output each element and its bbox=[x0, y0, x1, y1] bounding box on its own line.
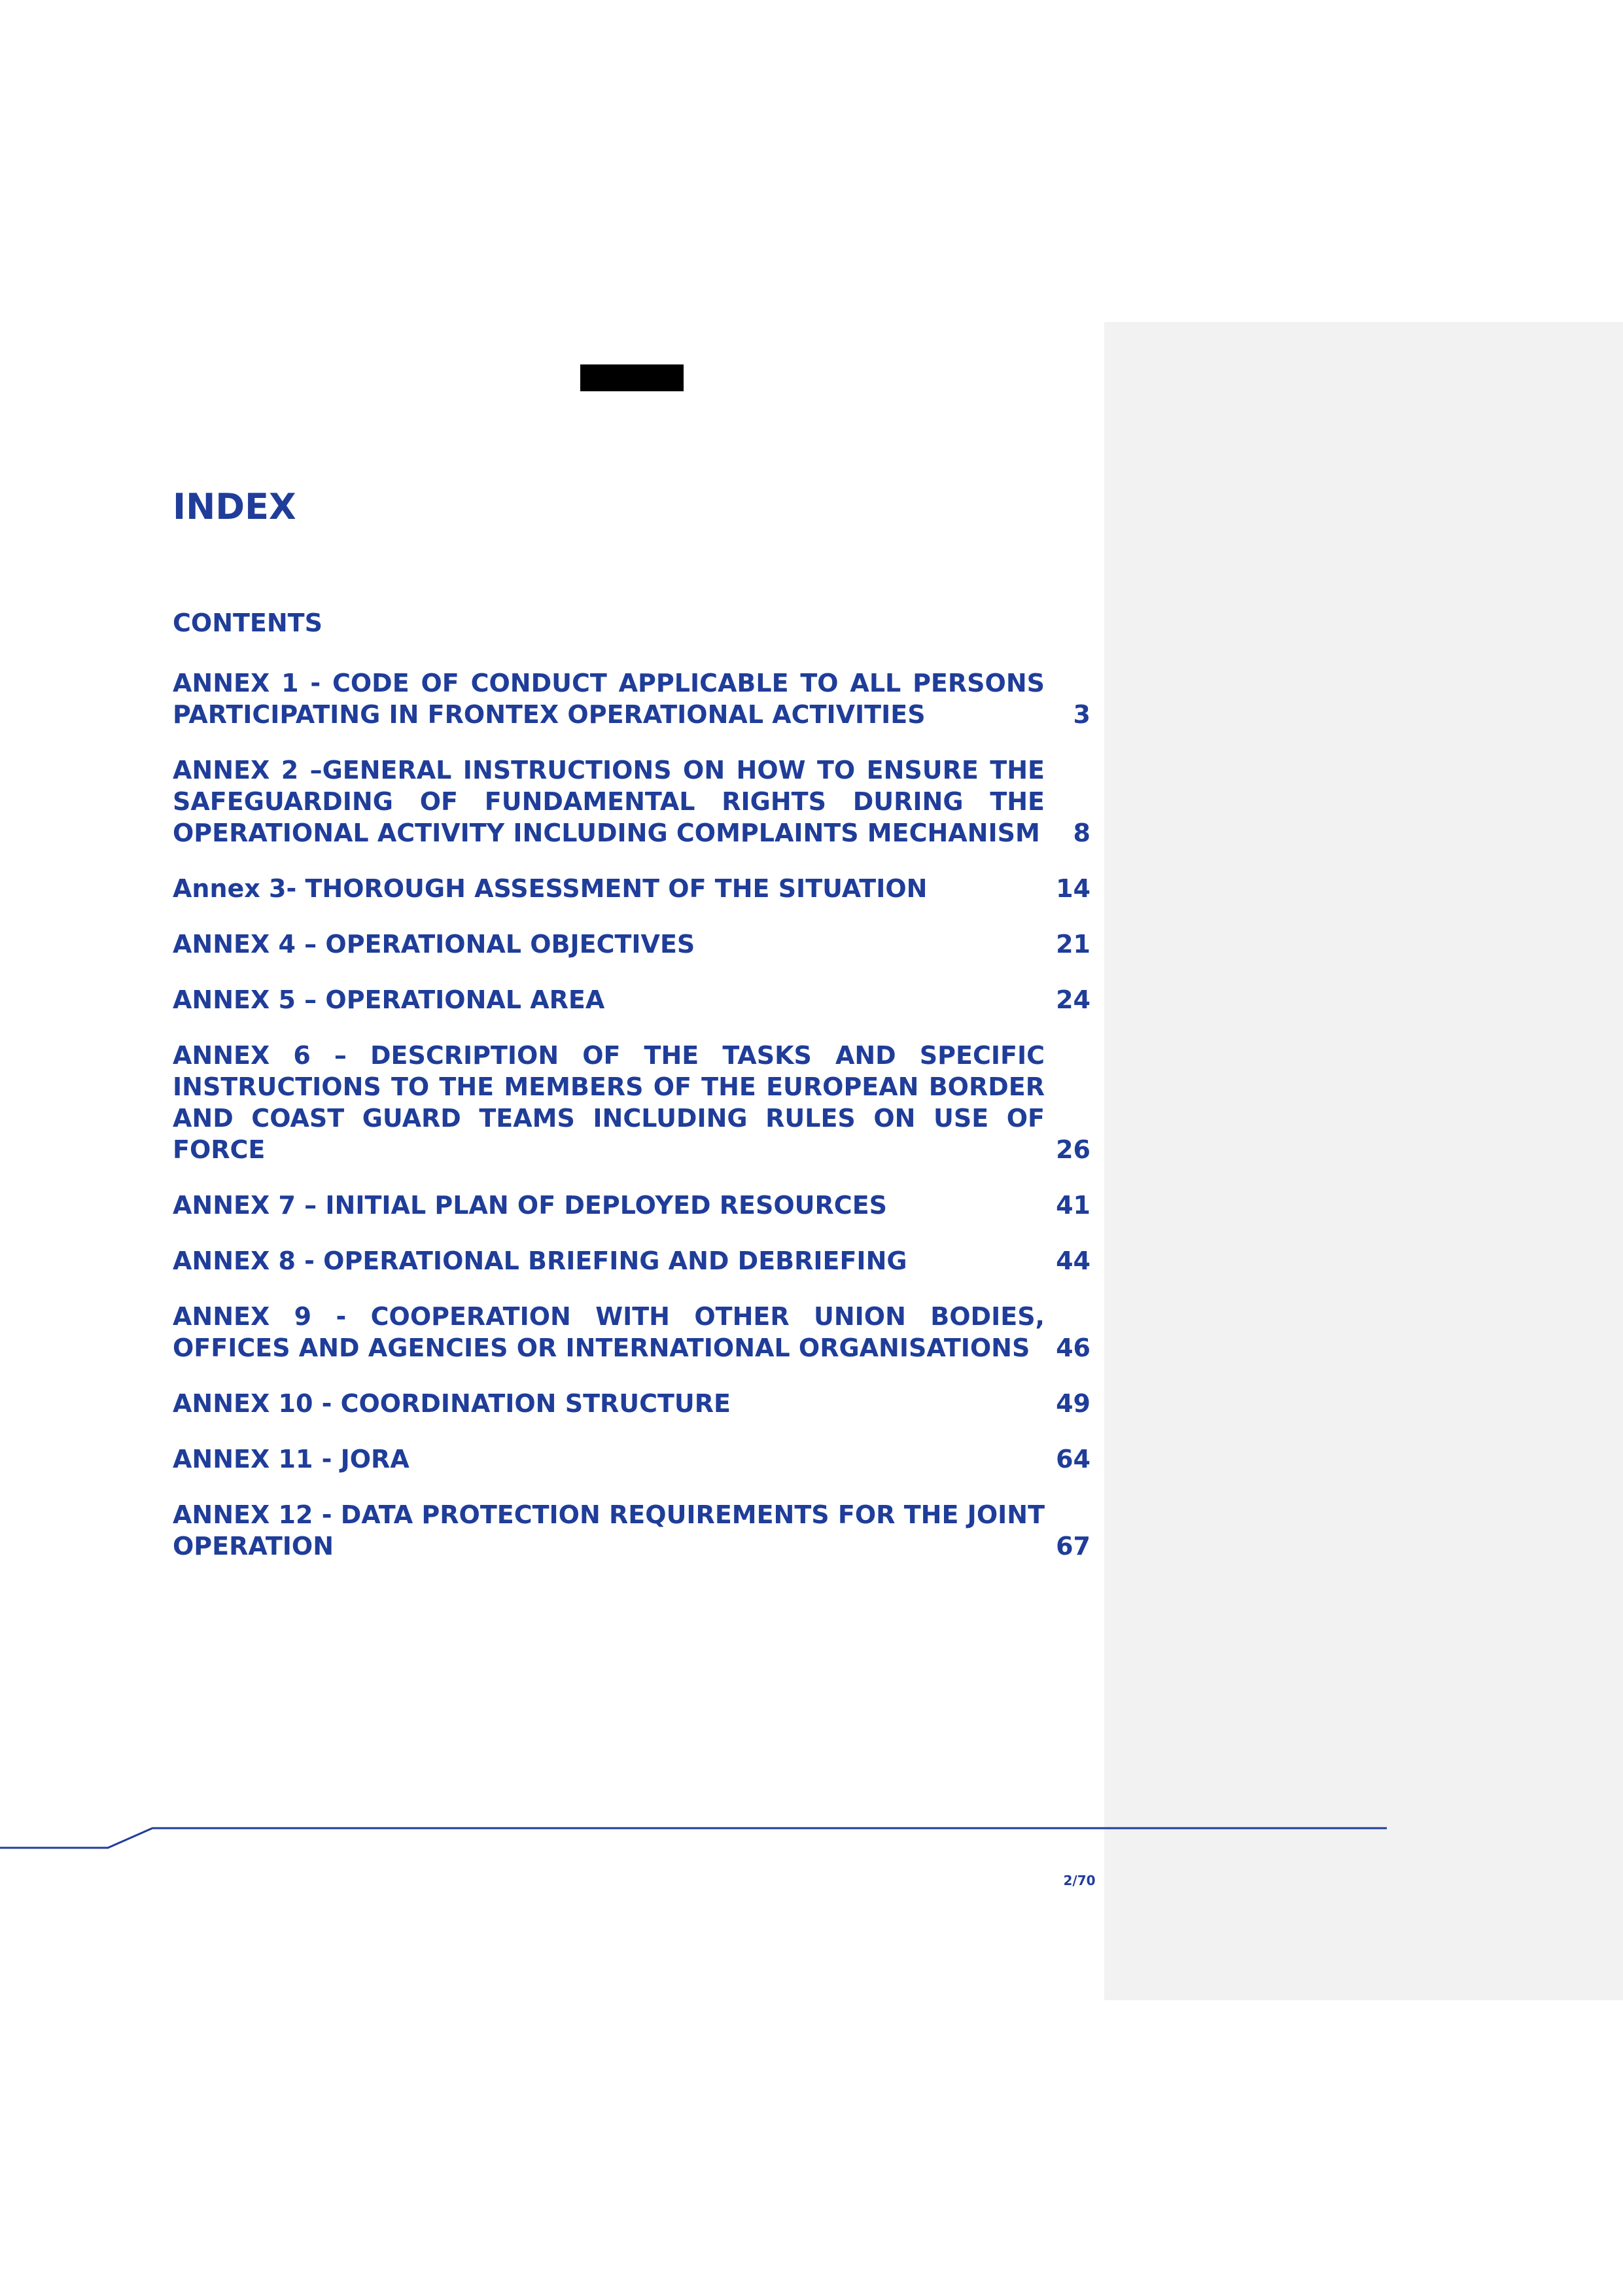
toc-entry-page: 41 bbox=[1056, 1191, 1091, 1220]
toc-entry-annex-8[interactable] bbox=[173, 1245, 1091, 1277]
contents-heading[interactable]: CONTENTS bbox=[173, 609, 323, 637]
toc-entry-annex-11[interactable] bbox=[173, 1443, 1091, 1475]
toc-entry-annex-1[interactable] bbox=[173, 667, 1091, 730]
toc-entry-annex-9[interactable] bbox=[173, 1301, 1091, 1364]
toc-entry-text: ANNEX 9 - COOPERATION WITH OTHER UNION BODIES, OFFICES AND AGENCIES OR INTERNATIONAL ORGANISATIONS bbox=[173, 1302, 1045, 1362]
toc-entry-annex-2[interactable] bbox=[173, 754, 1091, 849]
toc-entry-page: 46 bbox=[1056, 1333, 1091, 1362]
toc-entry-annex-12[interactable] bbox=[173, 1499, 1091, 1562]
toc-entry-text: ANNEX 7 – INITIAL PLAN OF DEPLOYED RESOURCES bbox=[173, 1191, 888, 1220]
table-of-contents bbox=[173, 607, 1091, 1586]
toc-entry-text: ANNEX 4 – OPERATIONAL OBJECTIVES bbox=[173, 930, 695, 959]
toc-entry-page: 26 bbox=[1056, 1135, 1091, 1164]
toc-entry-annex-3[interactable] bbox=[173, 873, 1091, 904]
toc-entry-text: ANNEX 11 - JORA bbox=[173, 1445, 410, 1474]
toc-entry-page: 8 bbox=[1073, 819, 1091, 847]
toc-entry-text: ANNEX 5 – OPERATIONAL AREA bbox=[173, 985, 605, 1014]
page-number: 2/70 bbox=[1063, 1873, 1096, 1888]
toc-entry-annex-6[interactable] bbox=[173, 1040, 1091, 1165]
toc-entry-page: 24 bbox=[1056, 985, 1091, 1014]
toc-entry-text: ANNEX 6 – DESCRIPTION OF THE TASKS AND SPECIFIC INSTRUCTIONS TO THE MEMBERS OF THE EUROPEAN BORDER AND COAST GUARD TEAMS INCLUDING RULES ON USE OF FORCE bbox=[173, 1041, 1045, 1164]
toc-entry-text: ANNEX 12 - DATA PROTECTION REQUIREMENTS FOR THE JOINT OPERATION bbox=[173, 1500, 1045, 1561]
page-title: INDEX bbox=[173, 486, 296, 527]
toc-entry-annex-4[interactable] bbox=[173, 928, 1091, 960]
toc-entry-text: Annex 3- THOROUGH ASSESSMENT OF THE SITUATION bbox=[173, 874, 928, 903]
toc-entry-annex-5[interactable] bbox=[173, 984, 1091, 1016]
toc-entry-text: ANNEX 8 - OPERATIONAL BRIEFING AND DEBRIEFING bbox=[173, 1246, 907, 1275]
footer-rule bbox=[0, 1819, 1387, 1858]
toc-entry-page: 3 bbox=[1073, 700, 1091, 729]
comment-pane bbox=[1104, 322, 1623, 2000]
toc-entry-page: 14 bbox=[1056, 874, 1091, 903]
toc-entry-page: 44 bbox=[1056, 1246, 1091, 1275]
toc-entry-text: ANNEX 10 - COORDINATION STRUCTURE bbox=[173, 1389, 731, 1418]
toc-entry-annex-10[interactable] bbox=[173, 1388, 1091, 1419]
toc-entry-annex-7[interactable] bbox=[173, 1190, 1091, 1221]
toc-entry-text: ANNEX 1 - CODE OF CONDUCT APPLICABLE TO ALL PERSONS PARTICIPATING IN FRONTEX OPERATIONAL ACTIVITIES bbox=[173, 669, 1045, 729]
toc-entry-page: 21 bbox=[1056, 930, 1091, 959]
toc-entry-page: 64 bbox=[1056, 1445, 1091, 1474]
toc-entry-text: ANNEX 2 –GENERAL INSTRUCTIONS ON HOW TO ENSURE THE SAFEGUARDING OF FUNDAMENTAL RIGHTS DURING THE OPERATIONAL ACTIVITY INCLUDING COMPLAINTS MECHANISM bbox=[173, 756, 1045, 847]
toc-entry-page: 67 bbox=[1056, 1532, 1091, 1561]
redaction-block bbox=[580, 364, 684, 391]
toc-entry-page: 49 bbox=[1056, 1389, 1091, 1418]
